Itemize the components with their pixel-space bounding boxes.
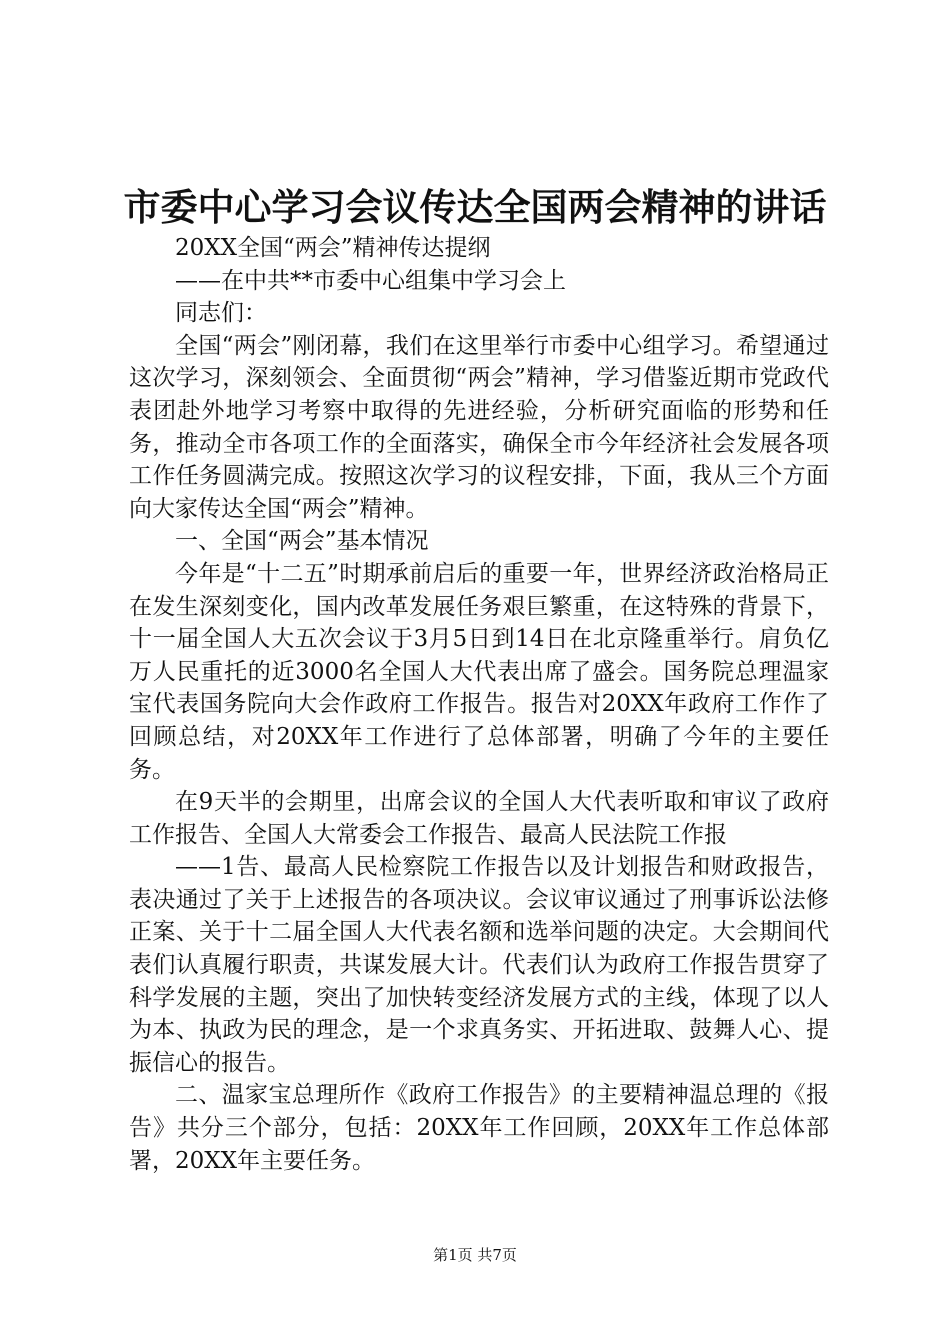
document-title: 市委中心学习会议传达全国两会精神的讲话 xyxy=(123,186,827,229)
document-body xyxy=(129,232,829,1177)
subtitle-outline: 20XX全国“两会”精神传达提纲 xyxy=(175,235,491,261)
body-paragraph: 二、温家宝总理所作《政府工作报告》的主要精神温总理的《报告》共分三个部分，包括：20XX年工作回顾，20XX年工作总体部署，20XX年主要任务。 xyxy=(129,1082,829,1174)
body-paragraph: 全国“两会”刚闭幕，我们在这里举行市委中心组学习。希望通过这次学习，深刻领会、全面贯彻“两会”精神，学习借鉴近期市党政代表团赴外地学习考察中取得的先进经验，分析研究面临的形势和任务，推动全市各项工作的全面落实，确保全市今年经济社会发展各项工作任务圆满完成。按照这次学习的议程安排，下面，我从三个方面向大家传达全国“两会”精神。 xyxy=(129,332,829,522)
salutation: 同志们： xyxy=(175,300,267,327)
page-footer xyxy=(0,1245,950,1265)
body-paragraph: ——1告、最高人民检察院工作报告以及计划报告和财政报告，表决通过了关于上述报告的各项决议。会议审议通过了刑事诉讼法修正案、关于十二届全国人大代表名额和选举问题的决定。大会期间代表们认真履行职责，共谋发展大计。代表们认为政府工作报告贯穿了科学发展的主题，突出了加快转变经济发展方式的主线，体现了以人为本、执政为民的理念，是一个求真务实、开拓进取、鼓舞人心、提振信心的报告。 xyxy=(129,854,829,1076)
body-paragraph: 在9天半的会期里，出席会议的全国人大代表听取和审议了政府工作报告、全国人大常委会工作报告、最高人民法院工作报 xyxy=(129,789,829,848)
page-indicator: 第1页 共7页 xyxy=(433,1246,517,1264)
body-paragraph: 今年是“十二五”时期承前启后的重要一年，世界经济政治格局正在发生深刻变化，国内改革发展任务艰巨繁重，在这特殊的背景下，十一届全国人大五次会议于3月5日到14日在北京隆重举行。肩负亿万人民重托的近3000名全国人大代表出席了盛会。国务院总理温家宝代表国务院向大会作政府工作报告。报告对20XX年政府工作作了回顾总结，对20XX年工作进行了总体部署，明确了今年的主要任务。 xyxy=(129,560,829,783)
subtitle-occasion: ——在中共**市委中心组集中学习会上 xyxy=(175,267,566,294)
section-heading: 一、全国“两会”基本情况 xyxy=(175,528,429,555)
